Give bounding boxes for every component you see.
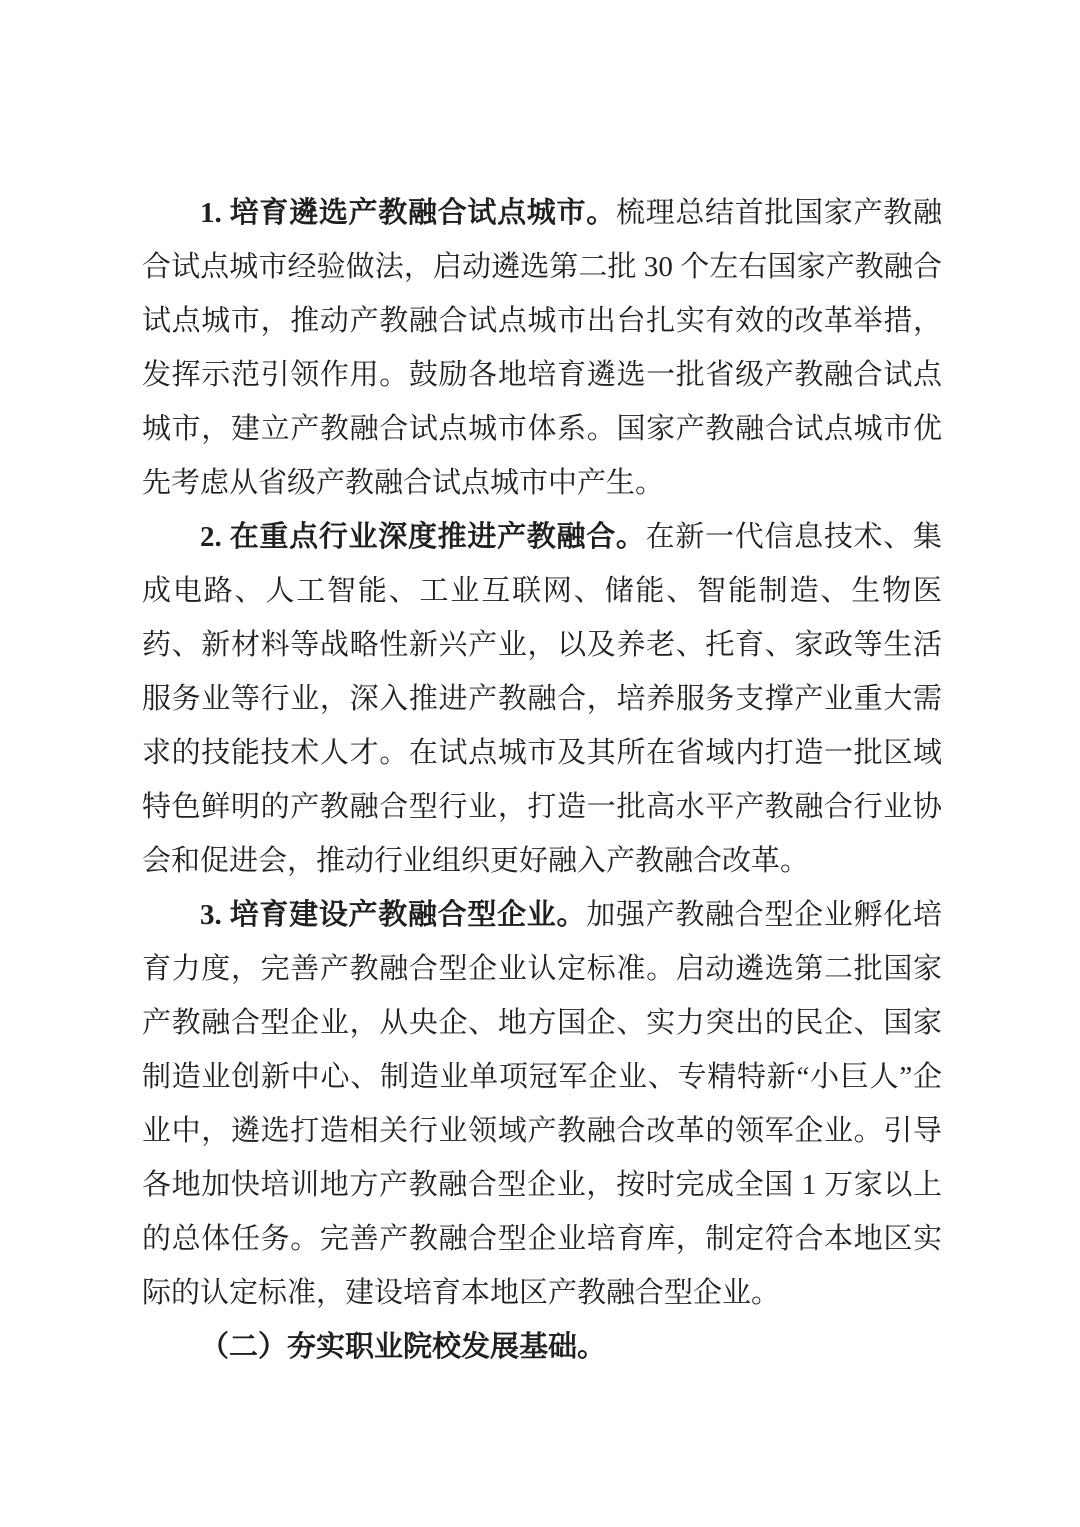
document-body xyxy=(142,186,942,1374)
paragraph-1-lead: 1. 培育遴选产教融合试点城市。 xyxy=(200,197,616,229)
paragraph-3-text: 加强产教融合型企业孵化培育力度，完善产教融合型企业认定标准。启动遴选第二批国家产教融合型企业，从央企、地方国企、实力突出的民企、国家制造业创新中心、制造业单项冠军企业、专精特新“小巨人”企业中，遴选打造相关行业领域产教融合改革的领军企业。引导各地加快培训地方产教融合型企业，按时完成全国 1 万家以上的总体任务。完善产教融合型企业培育库，制定符合本地区实际的认定标准，建设培育本地区产教融合型企业。 xyxy=(142,899,942,1309)
paragraph-3-lead: 3. 培育建设产教融合型企业。 xyxy=(200,899,587,931)
paragraph-2-text: 在新一代信息技术、集成电路、人工智能、工业互联网、储能、智能制造、生物医药、新材料等战略性新兴产业，以及养老、托育、家政等生活服务业等行业，深入推进产教融合，培养服务支撑产业重大需求的技能技术人才。在试点城市及其所在省域内打造一批区域特色鲜明的产教融合型行业，打造一批高水平产教融合行业协会和促进会，推动行业组织更好融入产教融合改革。 xyxy=(142,521,942,877)
paragraph-2-lead: 2. 在重点行业深度推进产教融合。 xyxy=(200,521,646,553)
section-heading: （二）夯实职业院校发展基础。 xyxy=(200,1331,607,1363)
paragraph-2 xyxy=(142,510,942,888)
paragraph-1-text: 梳理总结首批国家产教融合试点城市经验做法，启动遴选第二批 30 个左右国家产教融合试点城市，推动产教融合试点城市出台扎实有效的改革举措，发挥示范引领作用。鼓励各地培育遴选一批省级产教融合试点城市，建立产教融合试点城市体系。国家产教融合试点城市优先考虑从省级产教融合试点城市中产生。 xyxy=(142,197,942,499)
paragraph-3 xyxy=(142,888,942,1320)
paragraph-1 xyxy=(142,186,942,510)
